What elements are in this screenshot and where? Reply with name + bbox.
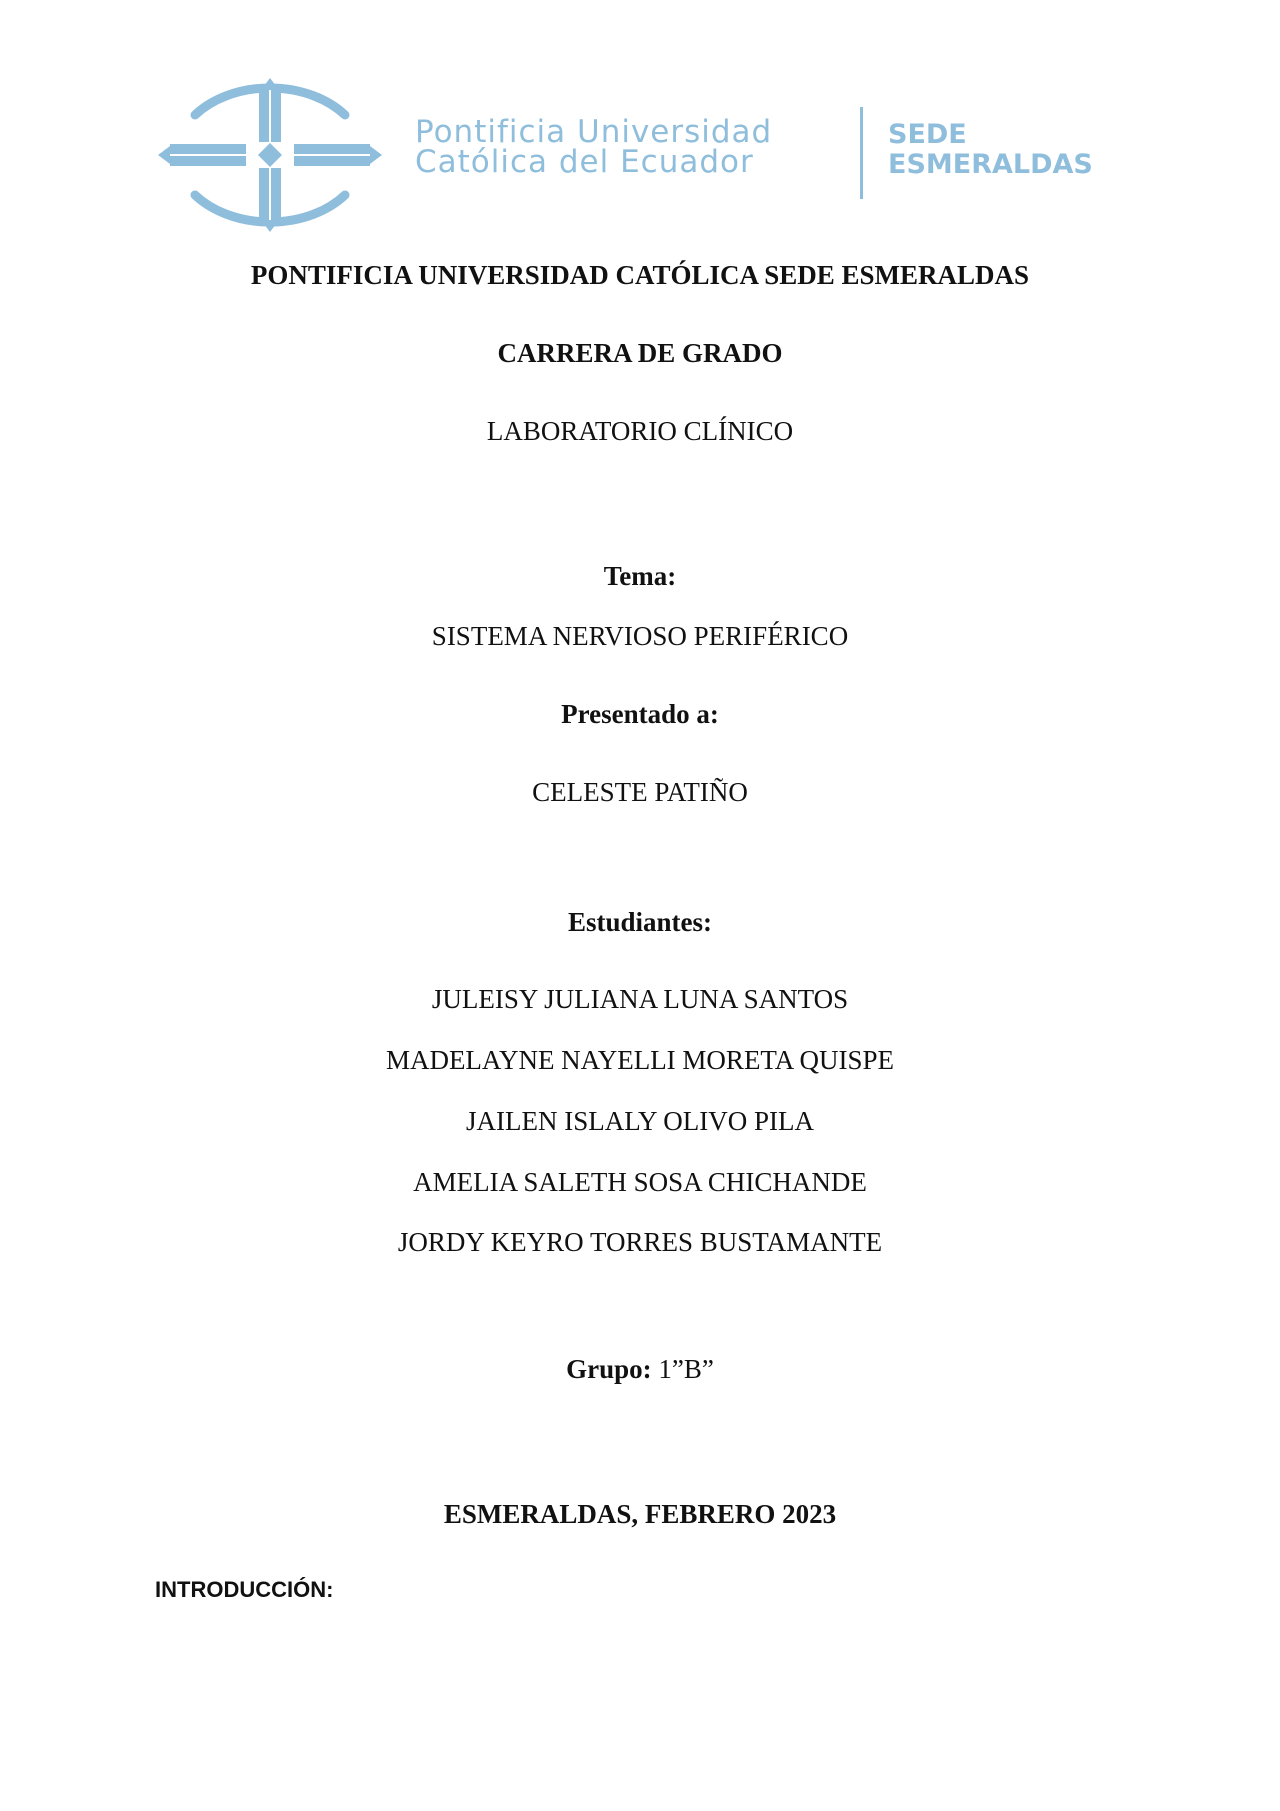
logo-sede-2: ESMERALDAS [888, 149, 1093, 180]
student-name: MADELAYNE NAYELLI MORETA QUISPE [385, 1045, 895, 1075]
student-name: JULEISY JULIANA LUNA SANTOS [431, 984, 849, 1014]
logo-university-name [415, 114, 773, 180]
student-name: JORDY KEYRO TORRES BUSTAMANTE [397, 1227, 883, 1257]
career-title: CARRERA DE GRADO [497, 338, 783, 368]
presented-to-label: Presentado a: [561, 699, 719, 729]
student-name: JAILEN ISLALY OLIVO PILA [466, 1106, 814, 1136]
logo-line-2: Católica del Ecuador [415, 144, 754, 180]
group-label: Grupo: [566, 1354, 652, 1384]
program-title: LABORATORIO CLÍNICO [486, 416, 794, 446]
logo-campus [888, 120, 1093, 180]
logo-line-1: Pontificia Universidad [415, 114, 773, 150]
logo-divider [860, 107, 863, 199]
student-name: AMELIA SALETH SOSA CHICHANDE [413, 1167, 867, 1197]
presented-to-value: CELESTE PATIÑO [532, 777, 748, 807]
group-line [0, 1354, 1280, 1385]
introduction-heading: INTRODUCCIÓN: [155, 1577, 334, 1602]
logo-sede-1: SEDE [888, 119, 967, 150]
university-title: PONTIFICIA UNIVERSIDAD CATÓLICA SEDE ESMERALDAS [250, 260, 1030, 290]
cross-emblem-icon [155, 75, 385, 235]
place-date: ESMERALDAS, FEBRERO 2023 [443, 1499, 837, 1529]
topic-label: Tema: [603, 561, 677, 591]
topic-value: SISTEMA NERVIOSO PERIFÉRICO [431, 621, 849, 651]
group-value: 1”B” [658, 1354, 714, 1384]
students-label: Estudiantes: [567, 907, 713, 937]
university-logo [155, 75, 1135, 235]
